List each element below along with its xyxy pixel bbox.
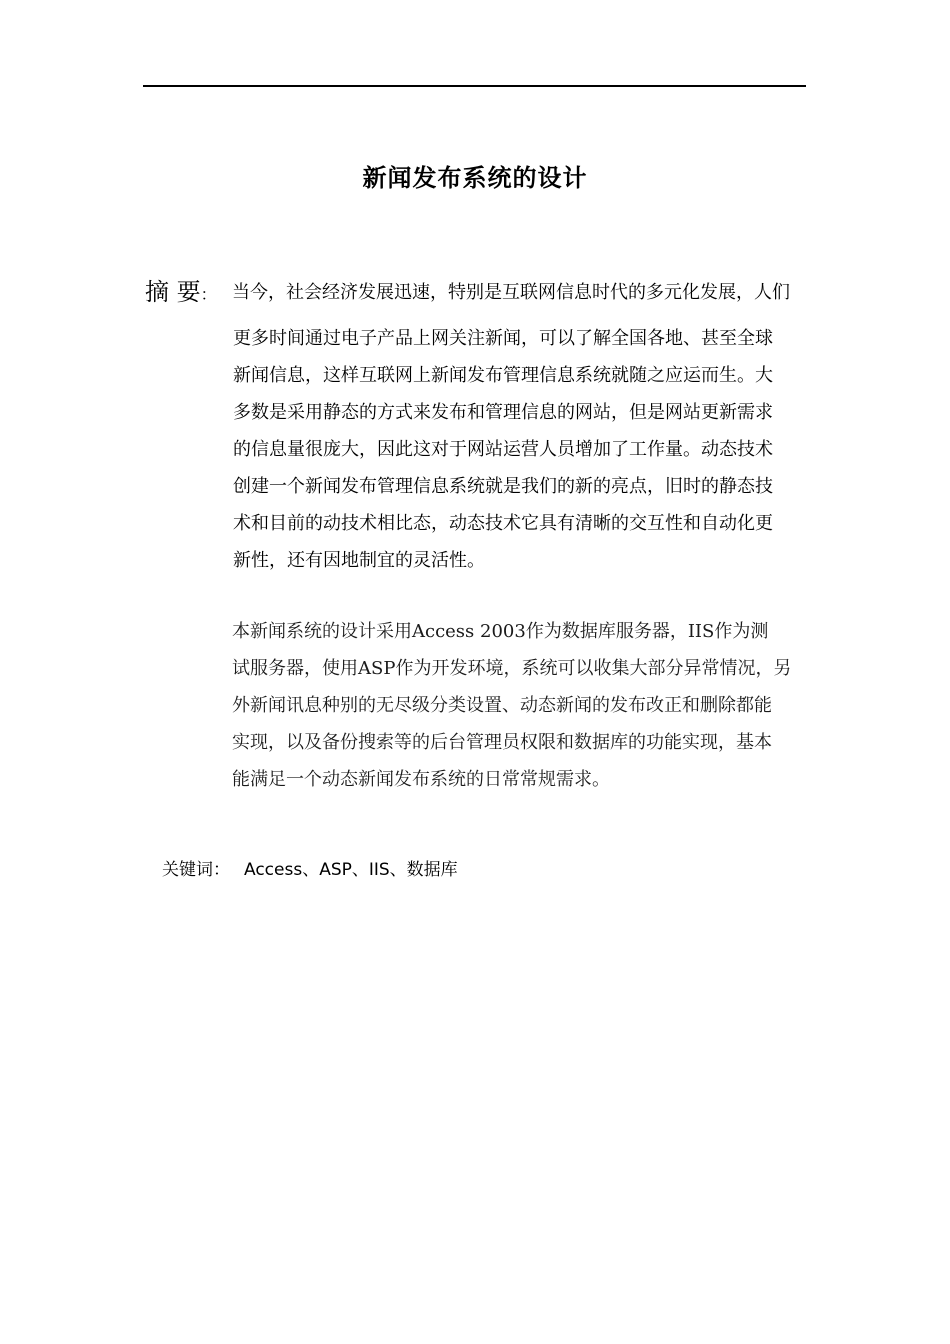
text-line: 当今，社会经济发展迅速，特别是互联网信息时代的多元化发展，人们 xyxy=(232,282,790,303)
keywords-value: Access、ASP、IIS、数据库 xyxy=(244,860,458,880)
abstract-label-colon: ： xyxy=(200,285,217,304)
text-line: 能满足一个动态新闻发布系统的日常常规需求。 xyxy=(232,769,610,790)
abstract-paragraph-1-first-line xyxy=(232,274,790,311)
text-line: 术和目前的动技术相比态，动态技术它具有清晰的交互性和自动化更 xyxy=(233,513,773,534)
text-line: 试服务器，使用ASP作为开发环境，系统可以收集大部分异常情况，另 xyxy=(232,658,792,679)
text-line: 的信息量很庞大，因此这对于网站运营人员增加了工作量。动态技术 xyxy=(233,439,773,460)
abstract-paragraph-1 xyxy=(233,320,773,579)
text-line: 本新闻系统的设计采用Access 2003作为数据库服务器，IIS作为测 xyxy=(232,621,769,642)
text-line: 实现，以及备份搜索等的后台管理员权限和数据库的功能实现，基本 xyxy=(232,732,772,753)
document-title: 新闻发布系统的设计 xyxy=(362,164,588,192)
abstract-label-text: 摘 要 xyxy=(145,278,201,306)
text-line: 创建一个新闻发布管理信息系统就是我们的新的亮点，旧时的静态技 xyxy=(233,476,773,497)
abstract-label xyxy=(145,276,217,311)
abstract-paragraph-2 xyxy=(232,613,791,798)
text-line: 外新闻讯息种别的无尽级分类设置、动态新闻的发布改正和删除都能 xyxy=(232,695,772,716)
text-line: 多数是采用静态的方式来发布和管理信息的网站，但是网站更新需求 xyxy=(233,402,773,423)
keywords xyxy=(162,856,458,884)
text-line: 更多时间通过电子产品上网关注新闻，可以了解全国各地、甚至全球 xyxy=(233,328,773,349)
keywords-label: 关键词： xyxy=(162,860,230,880)
text-line: 新性，还有因地制宜的灵活性。 xyxy=(233,550,485,571)
text-line: 新闻信息，这样互联网上新闻发布管理信息系统就随之应运而生。大 xyxy=(233,365,773,386)
header-rule xyxy=(143,85,806,87)
